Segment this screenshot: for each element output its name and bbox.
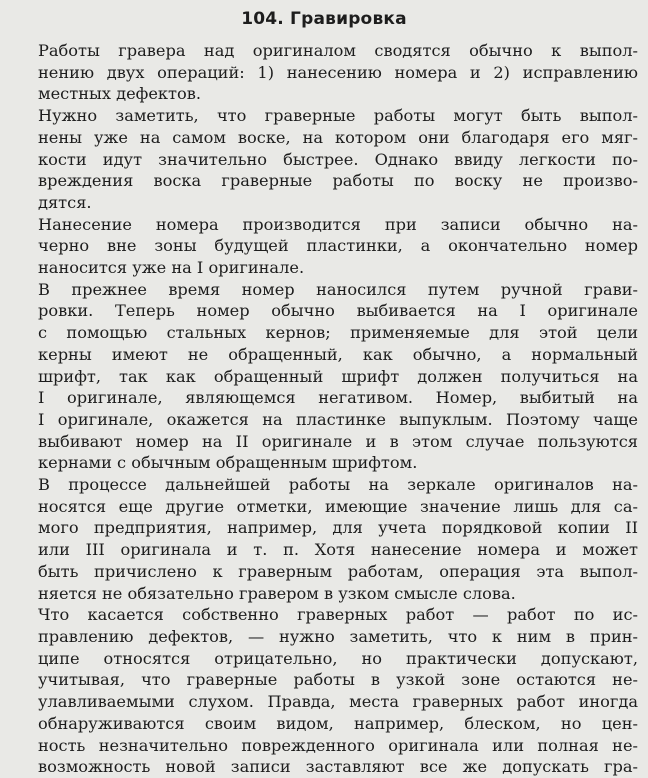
text-line: I оригинале, окажется на пластинке выпуклым. Поэтому чаще [38, 409, 638, 429]
text-line: мого предприятия, например, для учета порядковой копии II [38, 518, 638, 538]
paragraph-1 [10, 40, 638, 105]
text-line: В процессе дальнейшей работы на зеркале оригиналов на- [38, 475, 638, 495]
text-line: правлению дефектов, — нужно заметить, что к ним в прин- [38, 626, 638, 646]
text-line: дятся. [38, 192, 92, 212]
text-line: ровки. Теперь номер обычно выбивается на I оригинале [38, 301, 638, 321]
text-line: выбивают номер на II оригинале и в этом случае пользуются [38, 431, 638, 451]
text-line: ципе относятся отрицательно, но практически допускают, [38, 648, 638, 668]
text-line: нению двух операций: 1) нанесению номера и 2) исправлению [38, 62, 638, 82]
text-line: кости идут значительно быстрее. Однако ввиду легкости по- [38, 149, 638, 169]
text-line: местных дефектов. [38, 84, 202, 104]
text-line: I оригинале, являющемся негативом. Номер, выбитый на [38, 388, 638, 408]
text-line: с помощью стальных кернов; применяемые для этой цели [38, 323, 638, 343]
paragraph-4 [10, 279, 638, 474]
paragraph-6 [10, 604, 638, 778]
text-line: Работы гравера над оригиналом сводятся обычно к выпол- [38, 41, 638, 60]
text-line: быть причислено к граверным работам, операция эта выпол- [38, 561, 638, 581]
text-line: нены уже на самом воске, на котором они благодаря его мяг- [38, 127, 638, 147]
text-line: Нанесение номера производится при записи обычно на- [38, 214, 638, 234]
text-line: Что касается собственно граверных работ — работ по ис- [38, 605, 638, 625]
paragraph-2 [10, 105, 638, 214]
text-line: улавливаемыми слухом. Правда, места граверных работ иногда [38, 692, 638, 712]
text-line: ность незначительно поврежденного оригинала или полная не- [38, 735, 638, 755]
text-line: учитывая, что граверные работы в узкой зоне остаются не- [38, 670, 638, 690]
text-line: В прежнее время номер наносился путем ручной грави- [38, 279, 638, 299]
paragraph-3 [10, 214, 638, 279]
text-line: шрифт, так как обращенный шрифт должен получиться на [38, 366, 638, 386]
text-line: наносится уже на I оригинале. [38, 258, 305, 278]
text-line: няется не обязательно гравером в узком смысле слова. [38, 583, 516, 603]
text-line: вреждения воска граверные работы по воску не произво- [38, 171, 638, 191]
text-line: Нужно заметить, что граверные работы могут быть выпол- [38, 106, 638, 126]
paragraph-5 [10, 474, 638, 604]
text-line: керны имеют не обращенный, как обычно, а нормальный [38, 344, 638, 364]
text-line: носятся еще другие отметки, имеющие значение лишь для са- [38, 496, 638, 516]
body-text [10, 40, 638, 778]
text-line: кернами с обычным обращенным шрифтом. [38, 453, 418, 473]
text-line: или III оригинала и т. п. Хотя нанесение номера и может [38, 540, 638, 560]
section-heading: 104. Гравировка [241, 9, 407, 29]
text-line: возможность новой записи заставляют все же допускать гра- [38, 757, 638, 777]
text-line: обнаруживаются своим видом, например, блеском, но цен- [38, 713, 638, 733]
text-line: черно вне зоны будущей пластинки, а окончательно номер [38, 236, 638, 256]
